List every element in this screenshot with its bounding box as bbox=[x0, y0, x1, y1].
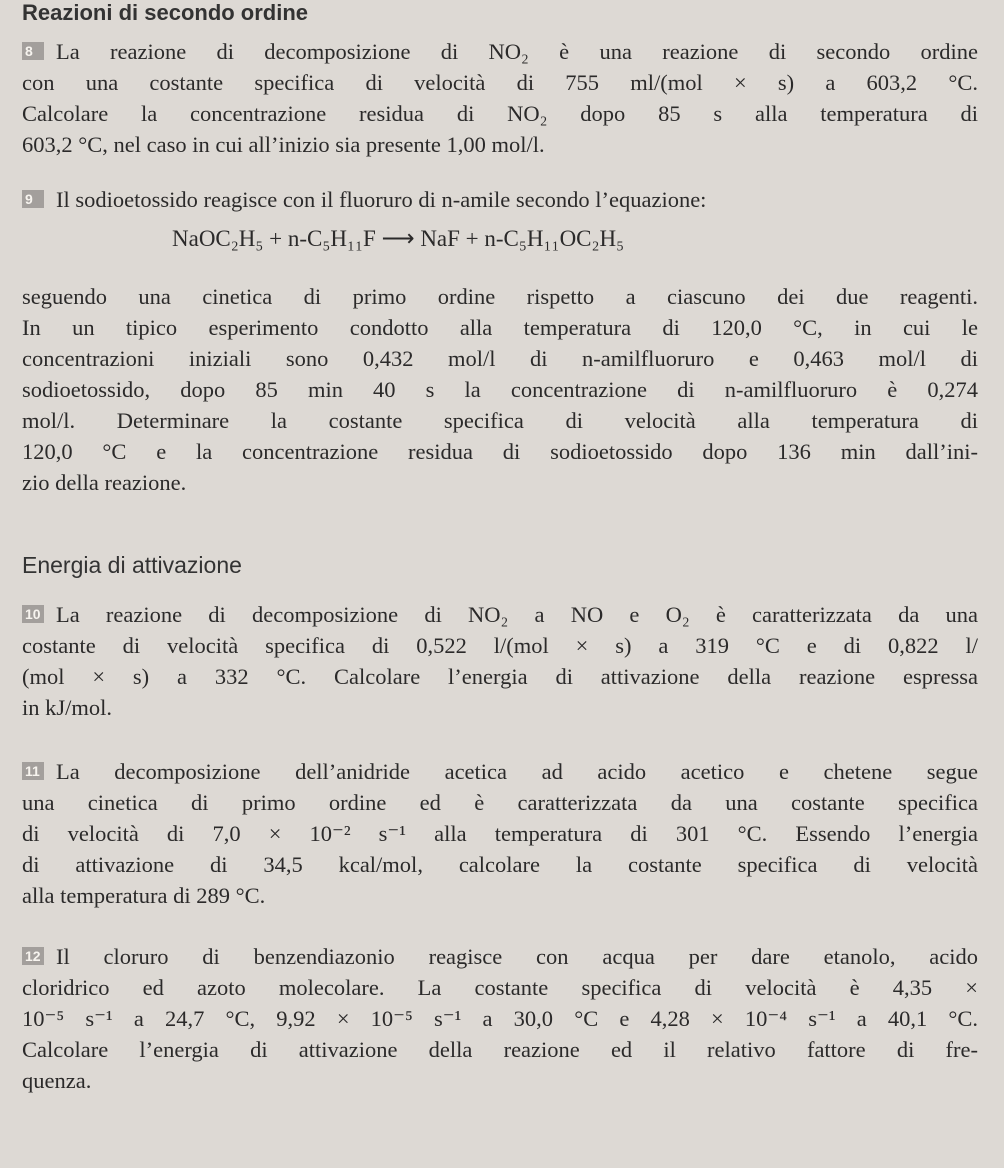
problem-text-line: in kJ/mol. bbox=[22, 695, 113, 720]
problem-text-line: quenza. bbox=[22, 1068, 92, 1093]
problem-text-line: La reazione di decomposizione di NO₂ è una reazione di secondo ordine bbox=[56, 39, 978, 64]
problem-text-line: (mol × s) a 332 °C. Calcolare l’energia di attivazione della reazione espressa bbox=[22, 664, 978, 689]
problem-9-continued bbox=[22, 281, 978, 498]
problem-text-line: concentrazioni iniziali sono 0,432 mol/l di n-amilfluoruro e 0,463 mol/l di bbox=[22, 346, 978, 371]
problem-text-line: con una costante specifica di velocità di 755 ml/(mol × s) a 603,2 °C. bbox=[22, 70, 978, 95]
problem-text-line: sodioetossido, dopo 85 min 40 s la concentrazione di n-amilfluoruro è 0,274 bbox=[22, 377, 978, 402]
problem-text-line: di attivazione di 34,5 kcal/mol, calcolare la costante specifica di velocità bbox=[22, 852, 978, 877]
problem-text-line: di velocità di 7,0 × 10⁻² s⁻¹ alla temperatura di 301 °C. Essendo l’energia bbox=[22, 821, 978, 846]
problem-text-line: mol/l. Determinare la costante specifica di velocità alla temperatura di bbox=[22, 408, 978, 433]
problem-text-line: una cinetica di primo ordine ed è caratterizzata da una costante specifica bbox=[22, 790, 978, 815]
problem-text-line: Il sodioetossido reagisce con il fluoruro di n-amile secondo l’equazione: bbox=[56, 187, 707, 212]
problem-text-line: Calcolare l’energia di attivazione della reazione ed il relativo fattore di fre- bbox=[22, 1037, 978, 1062]
problem-number: 9 bbox=[22, 190, 44, 208]
problem-10 bbox=[22, 599, 978, 723]
problem-text-line: 120,0 °C e la concentrazione residua di sodioetossido dopo 136 min dall’ini- bbox=[22, 439, 978, 464]
problem-text-line: Calcolare la concentrazione residua di NO₂ dopo 85 s alla temperatura di bbox=[22, 101, 978, 126]
problem-text-line: 10⁻⁵ s⁻¹ a 24,7 °C, 9,92 × 10⁻⁵ s⁻¹ a 30,0 °C e 4,28 × 10⁻⁴ s⁻¹ a 40,1 °C. bbox=[22, 1006, 978, 1031]
problem-text-line: seguendo una cinetica di primo ordine rispetto a ciascuno dei due reagenti. bbox=[22, 284, 978, 309]
section-title-second-order: Reazioni di secondo ordine bbox=[22, 0, 309, 25]
problem-text-line: In un tipico esperimento condotto alla temperatura di 120,0 °C, in cui le bbox=[22, 315, 978, 340]
problem-number: 8 bbox=[22, 42, 44, 60]
problem-text-line: zio della reazione. bbox=[22, 470, 187, 495]
problem-text-line: 603,2 °C, nel caso in cui all’inizio sia presente 1,00 mol/l. bbox=[22, 132, 545, 157]
problem-text-line: Il cloruro di benzendiazonio reagisce con acqua per dare etanolo, acido bbox=[56, 944, 978, 969]
problem-9 bbox=[22, 184, 978, 215]
problem-text-line: La decomposizione dell’anidride acetica ad acido acetico e chetene segue bbox=[56, 759, 978, 784]
problem-number: 10 bbox=[22, 605, 44, 623]
problem-text-line: costante di velocità specifica di 0,522 l/(mol × s) a 319 °C e di 0,822 l/ bbox=[22, 633, 978, 658]
problem-11 bbox=[22, 756, 978, 911]
problem-8 bbox=[22, 36, 978, 160]
problem-12 bbox=[22, 941, 978, 1096]
problem-number: 12 bbox=[22, 947, 44, 965]
problem-text-line: La reazione di decomposizione di NO₂ a NO e O₂ è caratterizzata da una bbox=[56, 602, 978, 627]
section-title-activation-energy: Energia di attivazione bbox=[22, 552, 242, 578]
problem-number: 11 bbox=[22, 762, 44, 780]
chemical-equation: NaOC₂H₅ + n-C₅H₁₁F ⟶ NaF + n-C₅H₁₁OC₂H₅ bbox=[172, 226, 625, 251]
problem-text-line: alla temperatura di 289 °C. bbox=[22, 883, 266, 908]
problem-text-line: cloridrico ed azoto molecolare. La costante specifica di velocità è 4,35 × bbox=[22, 975, 978, 1000]
